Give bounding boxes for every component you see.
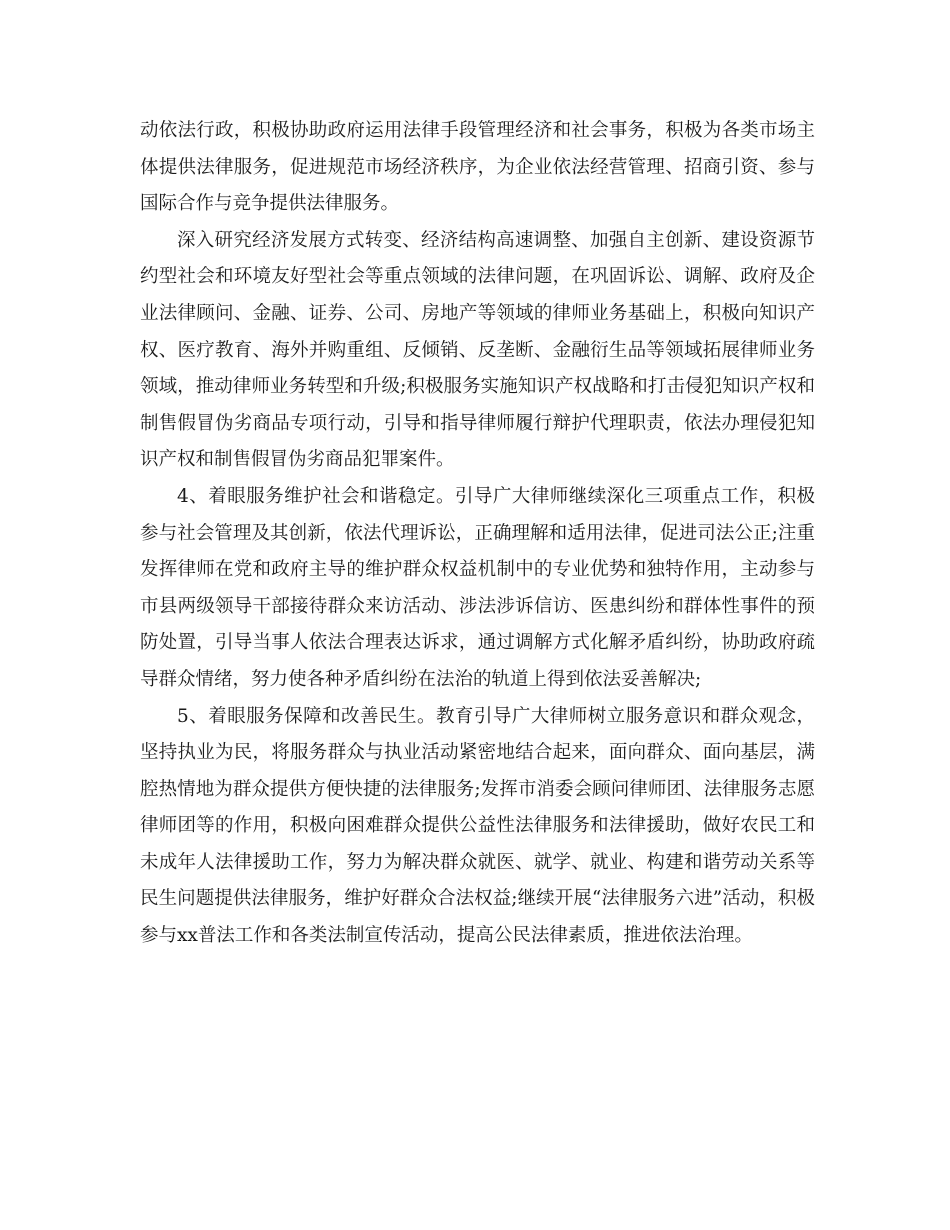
paragraph-legal-research: 深入研究经济发展方式转变、经济结构高速调整、加强自主创新、建设资源节约型社会和环境友好型社会等重点领域的法律问题，在巩固诉讼、调解、政府及企业法律顾问、金融、证券、公司、房地产等领域的律师业务基础上，积极向知识产权、医疗教育、海外并购重组、反倾销、反垄断、金融衍生品等领域拓展律师业务领域，推动律师业务转型和升级;积极服务实施知识产权战略和打击侵犯知识产权和制售假冒伪劣商品专项行动，引导和指导律师履行辩护代理职责，依法办理侵犯知识产权和制售假冒伪劣商品犯罪案件。 (140, 229, 815, 471)
paragraph-livelihood: 5、着眼服务保障和改善民生。教育引导广大律师树立服务意识和群众观念，坚持执业为民，将服务群众与执业活动紧密地结合起来，面向群众、面向基层，满腔热情地为群众提供方便快捷的法律服务;发挥市消委会顾问律师团、法律服务志愿律师团等的作用，积极向困难群众提供公益性法律服务和法律援助，做好农民工和未成年人法律援助工作，努力为解决群众就医、就学、就业、构建和谐劳动关系等民生问题提供法律服务，维护好群众合法权益;继续开展“法律服务六进”活动，积极参与xx普法工作和各类法制宣传活动，提高公民法律素质，推进依法治理。 (140, 705, 815, 947)
paragraph-social-harmony: 4、着眼服务维护社会和谐稳定。引导广大律师继续深化三项重点工作，积极参与社会管理及其创新，依法代理诉讼，正确理解和适用法律，促进司法公正;注重发挥律师在党和政府主导的维护群众权益机制中的专业优势和独特作用，主动参与市县两级领导干部接待群众来访活动、涉法涉诉信访、医患纠纷和群体性事件的预防处置，引导当事人依法合理表达诉求，通过调解方式化解矛盾纠纷，协助政府疏导群众情绪，努力使各种矛盾纠纷在法治的轨道上得到依法妥善解决; (140, 485, 815, 690)
paragraph-continuation: 动依法行政，积极协助政府运用法律手段管理经济和社会事务，积极为各类市场主体提供法律服务，促进规范市场经济秩序，为企业依法经营管理、招商引资、参与国际合作与竞争提供法律服务。 (140, 120, 815, 215)
document-body (140, 113, 815, 955)
